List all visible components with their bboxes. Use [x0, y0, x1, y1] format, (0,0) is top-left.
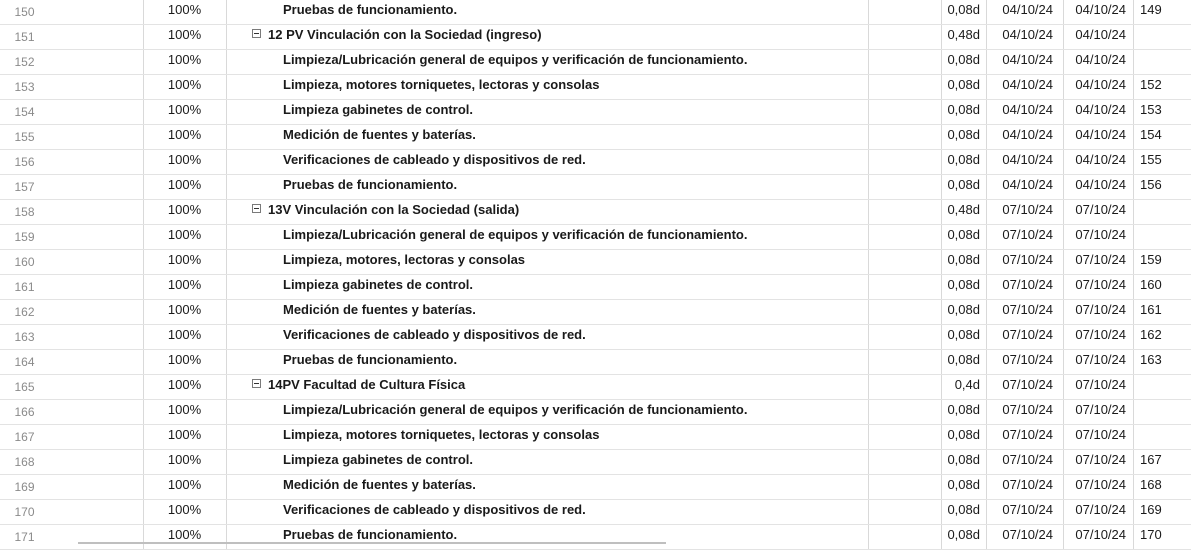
- empty-cell: [869, 350, 942, 374]
- collapse-icon[interactable]: [252, 204, 261, 213]
- end-date-cell[interactable]: 07/10/24: [1064, 425, 1134, 449]
- task-name: Pruebas de funcionamiento.: [283, 527, 458, 542]
- task-row[interactable]: [0, 0, 1191, 25]
- task-row[interactable]: [0, 225, 1191, 250]
- end-date-cell[interactable]: 04/10/24: [1064, 100, 1134, 124]
- percent-complete-cell[interactable]: 100%: [144, 75, 227, 99]
- start-date-cell[interactable]: 07/10/24: [987, 250, 1064, 274]
- task-name: Medición de fuentes y baterías.: [283, 127, 476, 142]
- row-id: 161: [14, 280, 35, 294]
- row-id: 166: [14, 405, 35, 419]
- empty-cell: [869, 325, 942, 349]
- end-date-cell[interactable]: 04/10/24: [1064, 25, 1134, 49]
- indicator-cell: [49, 525, 144, 549]
- duration-cell[interactable]: 0,08d: [942, 75, 987, 99]
- empty-cell: [869, 425, 942, 449]
- task-name: Verificaciones de cableado y dispositivos de red.: [283, 152, 586, 167]
- task-name-cell[interactable]: [227, 375, 869, 399]
- start-date-cell[interactable]: 07/10/24: [987, 275, 1064, 299]
- empty-cell: [869, 225, 942, 249]
- duration-cell[interactable]: 0,08d: [942, 225, 987, 249]
- percent-complete-cell[interactable]: 100%: [144, 525, 227, 549]
- task-row[interactable]: [0, 125, 1191, 150]
- task-name: Limpieza, motores torniquetes, lectoras y consolas: [283, 77, 600, 92]
- row-id: 164: [14, 355, 35, 369]
- task-name: Pruebas de funcionamiento.: [283, 2, 458, 17]
- start-date-cell[interactable]: 07/10/24: [987, 375, 1064, 399]
- task-name: Medición de fuentes y baterías.: [283, 302, 476, 317]
- predecessors-cell[interactable]: [1134, 400, 1191, 424]
- indicator-cell: [49, 250, 144, 274]
- end-date-cell[interactable]: 07/10/24: [1064, 450, 1134, 474]
- task-name-cell[interactable]: [227, 150, 869, 174]
- indicator-cell: [49, 325, 144, 349]
- indicator-cell: [49, 200, 144, 224]
- duration-cell[interactable]: 0,08d: [942, 425, 987, 449]
- task-name-cell[interactable]: [227, 300, 869, 324]
- duration-cell[interactable]: 0,4d: [942, 375, 987, 399]
- percent-complete-cell[interactable]: 100%: [144, 0, 227, 24]
- percent-complete-cell[interactable]: 100%: [144, 350, 227, 374]
- task-row[interactable]: [0, 50, 1191, 75]
- predecessors-cell[interactable]: 154: [1140, 127, 1162, 142]
- predecessors-cell[interactable]: [1134, 225, 1191, 249]
- task-row[interactable]: [0, 500, 1191, 525]
- percent-complete-cell[interactable]: 100%: [144, 250, 227, 274]
- task-name: Limpieza gabinetes de control.: [283, 452, 473, 467]
- end-date-cell[interactable]: 07/10/24: [1064, 500, 1134, 524]
- percent-complete-cell[interactable]: 100%: [144, 300, 227, 324]
- indicator-cell: [49, 300, 144, 324]
- task-name-cell[interactable]: [227, 350, 869, 374]
- row-id: 159: [14, 230, 35, 244]
- start-date-cell[interactable]: 07/10/24: [987, 200, 1064, 224]
- indicator-cell: [49, 50, 144, 74]
- duration-cell[interactable]: 0,08d: [942, 350, 987, 374]
- empty-cell: [869, 400, 942, 424]
- start-date-cell[interactable]: 04/10/24: [987, 100, 1064, 124]
- duration-cell[interactable]: 0,08d: [942, 100, 987, 124]
- empty-cell: [869, 175, 942, 199]
- empty-cell: [869, 25, 942, 49]
- end-date-cell[interactable]: 04/10/24: [1064, 50, 1134, 74]
- percent-complete-cell[interactable]: 100%: [144, 475, 227, 499]
- duration-cell[interactable]: 0,08d: [942, 0, 987, 24]
- percent-complete-cell[interactable]: 100%: [144, 150, 227, 174]
- duration-cell[interactable]: 0,48d: [942, 25, 987, 49]
- task-row[interactable]: [0, 175, 1191, 200]
- task-name-cell[interactable]: [227, 425, 869, 449]
- predecessors-cell[interactable]: [1134, 50, 1191, 74]
- task-name-cell[interactable]: [227, 475, 869, 499]
- row-id: 167: [14, 430, 35, 444]
- task-name: Pruebas de funcionamiento.: [283, 352, 458, 367]
- start-date-cell[interactable]: 07/10/24: [987, 225, 1064, 249]
- task-name: Verificaciones de cableado y dispositivos de red.: [283, 327, 586, 342]
- percent-complete-cell[interactable]: 100%: [144, 425, 227, 449]
- indicator-cell: [49, 500, 144, 524]
- end-date-cell[interactable]: 04/10/24: [1064, 175, 1134, 199]
- predecessors-cell[interactable]: 156: [1140, 177, 1162, 192]
- indicator-cell: [49, 350, 144, 374]
- start-date-cell[interactable]: 07/10/24: [987, 475, 1064, 499]
- duration-cell[interactable]: 0,08d: [942, 275, 987, 299]
- task-name: Limpieza gabinetes de control.: [283, 277, 473, 292]
- end-date-cell[interactable]: 04/10/24: [1064, 0, 1134, 24]
- empty-cell: [869, 50, 942, 74]
- task-name-cell[interactable]: [227, 125, 869, 149]
- predecessors-cell[interactable]: 170: [1140, 527, 1162, 542]
- percent-complete-cell[interactable]: 100%: [144, 225, 227, 249]
- task-name-cell[interactable]: [227, 0, 869, 24]
- row-id: 168: [14, 455, 35, 469]
- row-id: 151: [14, 30, 35, 44]
- end-date-cell[interactable]: 07/10/24: [1064, 325, 1134, 349]
- indicator-cell: [49, 375, 144, 399]
- row-id: 165: [14, 380, 35, 394]
- empty-cell: [869, 275, 942, 299]
- duration-cell[interactable]: 0,08d: [942, 500, 987, 524]
- task-row[interactable]: [0, 100, 1191, 125]
- end-date-cell[interactable]: 04/10/24: [1064, 150, 1134, 174]
- task-name-cell[interactable]: [227, 250, 869, 274]
- indicator-cell: [49, 150, 144, 174]
- start-date-cell[interactable]: 07/10/24: [987, 500, 1064, 524]
- task-name-cell[interactable]: [227, 225, 869, 249]
- empty-cell: [869, 200, 942, 224]
- empty-cell: [869, 125, 942, 149]
- row-id: 155: [14, 130, 35, 144]
- row-id: 169: [14, 480, 35, 494]
- task-name-cell[interactable]: [227, 525, 869, 549]
- task-name: 13V Vinculación con la Sociedad (salida): [268, 202, 520, 217]
- empty-cell: [869, 150, 942, 174]
- duration-cell[interactable]: 0,08d: [942, 150, 987, 174]
- duration-cell[interactable]: 0,08d: [942, 400, 987, 424]
- duration-cell[interactable]: 0,48d: [942, 200, 987, 224]
- empty-cell: [869, 75, 942, 99]
- end-date-cell[interactable]: 07/10/24: [1064, 475, 1134, 499]
- row-id: 163: [14, 330, 35, 344]
- percent-complete-cell[interactable]: 100%: [144, 50, 227, 74]
- predecessors-cell[interactable]: 169: [1140, 502, 1162, 517]
- indicator-cell: [49, 0, 144, 24]
- empty-cell: [869, 450, 942, 474]
- indicator-cell: [49, 450, 144, 474]
- start-date-cell[interactable]: 07/10/24: [987, 450, 1064, 474]
- end-date-cell[interactable]: 07/10/24: [1064, 525, 1134, 549]
- collapse-icon[interactable]: [252, 29, 261, 38]
- row-id: 154: [14, 105, 35, 119]
- task-name: Limpieza/Lubricación general de equipos y verificación de funcionamiento.: [283, 227, 748, 242]
- indicator-cell: [49, 25, 144, 49]
- task-name-cell[interactable]: [227, 50, 869, 74]
- end-date-cell[interactable]: 07/10/24: [1064, 300, 1134, 324]
- start-date-cell[interactable]: 07/10/24: [987, 425, 1064, 449]
- task-name-cell[interactable]: [227, 175, 869, 199]
- end-date-cell[interactable]: 07/10/24: [1064, 400, 1134, 424]
- end-date-cell[interactable]: 07/10/24: [1064, 375, 1134, 399]
- task-name: Pruebas de funcionamiento.: [283, 177, 458, 192]
- indicator-cell: [49, 75, 144, 99]
- percent-complete-cell[interactable]: 100%: [144, 325, 227, 349]
- predecessors-cell[interactable]: 163: [1140, 352, 1162, 367]
- percent-complete-cell[interactable]: 100%: [144, 400, 227, 424]
- end-date-cell[interactable]: 07/10/24: [1064, 275, 1134, 299]
- row-id: 162: [14, 305, 35, 319]
- indicator-cell: [49, 175, 144, 199]
- task-row[interactable]: [0, 350, 1191, 375]
- percent-complete-cell[interactable]: 100%: [144, 450, 227, 474]
- task-row[interactable]: [0, 275, 1191, 300]
- start-date-cell[interactable]: 07/10/24: [987, 525, 1064, 549]
- row-id: 153: [14, 80, 35, 94]
- start-date-cell[interactable]: 07/10/24: [987, 400, 1064, 424]
- percent-complete-cell[interactable]: 100%: [144, 175, 227, 199]
- task-name-cell[interactable]: [227, 25, 869, 49]
- task-name-cell[interactable]: [227, 275, 869, 299]
- start-date-cell[interactable]: 04/10/24: [987, 125, 1064, 149]
- row-id: 158: [14, 205, 35, 219]
- task-name-cell[interactable]: [227, 450, 869, 474]
- row-id: 156: [14, 155, 35, 169]
- duration-cell[interactable]: 0,08d: [942, 450, 987, 474]
- indicator-cell: [49, 275, 144, 299]
- task-row[interactable]: [0, 150, 1191, 175]
- task-name: 12 PV Vinculación con la Sociedad (ingreso): [268, 27, 542, 42]
- task-row[interactable]: [0, 475, 1191, 500]
- empty-cell: [869, 0, 942, 24]
- start-date-cell[interactable]: 07/10/24: [987, 300, 1064, 324]
- task-name-cell[interactable]: [227, 500, 869, 524]
- start-date-cell[interactable]: 04/10/24: [987, 50, 1064, 74]
- task-row[interactable]: [0, 325, 1191, 350]
- predecessors-cell[interactable]: 155: [1140, 152, 1162, 167]
- task-row[interactable]: [0, 300, 1191, 325]
- task-row[interactable]: [0, 425, 1191, 450]
- row-id: 152: [14, 55, 35, 69]
- end-date-cell[interactable]: 04/10/24: [1064, 125, 1134, 149]
- task-row[interactable]: [0, 400, 1191, 425]
- task-name: Limpieza/Lubricación general de equipos y verificación de funcionamiento.: [283, 402, 748, 417]
- task-row[interactable]: [0, 75, 1191, 100]
- task-row[interactable]: [0, 525, 1191, 550]
- collapse-icon[interactable]: [252, 379, 261, 388]
- end-date-cell[interactable]: 07/10/24: [1064, 350, 1134, 374]
- summary-task-row[interactable]: [0, 25, 1191, 50]
- indicator-cell: [49, 475, 144, 499]
- percent-complete-cell[interactable]: 100%: [144, 275, 227, 299]
- predecessors-cell[interactable]: 153: [1140, 102, 1162, 117]
- percent-complete-cell[interactable]: 100%: [144, 100, 227, 124]
- predecessors-cell[interactable]: 162: [1140, 327, 1162, 342]
- duration-cell[interactable]: 0,08d: [942, 300, 987, 324]
- indicator-cell: [49, 125, 144, 149]
- row-id: 170: [14, 505, 35, 519]
- empty-cell: [869, 100, 942, 124]
- task-name: Limpieza, motores torniquetes, lectoras y consolas: [283, 427, 600, 442]
- predecessors-cell[interactable]: [1134, 200, 1191, 224]
- row-id: 160: [14, 255, 35, 269]
- task-name-cell[interactable]: [227, 200, 869, 224]
- start-date-cell[interactable]: 04/10/24: [987, 175, 1064, 199]
- predecessors-cell[interactable]: 168: [1140, 477, 1162, 492]
- task-name-cell[interactable]: [227, 100, 869, 124]
- percent-complete-cell[interactable]: 100%: [144, 500, 227, 524]
- predecessors-cell[interactable]: 152: [1140, 77, 1162, 92]
- start-date-cell[interactable]: 04/10/24: [987, 150, 1064, 174]
- empty-cell: [869, 375, 942, 399]
- predecessors-cell[interactable]: 161: [1140, 302, 1162, 317]
- predecessors-cell[interactable]: [1134, 25, 1191, 49]
- duration-cell[interactable]: 0,08d: [942, 125, 987, 149]
- end-date-cell[interactable]: 07/10/24: [1064, 225, 1134, 249]
- task-row[interactable]: [0, 450, 1191, 475]
- duration-cell[interactable]: 0,08d: [942, 50, 987, 74]
- row-id: 157: [14, 180, 35, 194]
- start-date-cell[interactable]: 04/10/24: [987, 0, 1064, 24]
- predecessors-cell[interactable]: 149: [1140, 2, 1162, 17]
- predecessors-cell[interactable]: 167: [1140, 452, 1162, 467]
- predecessors-cell[interactable]: [1134, 375, 1191, 399]
- duration-cell[interactable]: 0,08d: [942, 475, 987, 499]
- start-date-cell[interactable]: 04/10/24: [987, 25, 1064, 49]
- duration-cell[interactable]: 0,08d: [942, 250, 987, 274]
- end-date-cell[interactable]: 07/10/24: [1064, 250, 1134, 274]
- start-date-cell[interactable]: 07/10/24: [987, 350, 1064, 374]
- duration-cell[interactable]: 0,08d: [942, 325, 987, 349]
- percent-complete-cell[interactable]: 100%: [144, 25, 227, 49]
- empty-cell: [869, 250, 942, 274]
- task-name-cell[interactable]: [227, 75, 869, 99]
- task-row[interactable]: [0, 250, 1191, 275]
- predecessors-cell[interactable]: 159: [1140, 252, 1162, 267]
- task-name: Verificaciones de cableado y dispositivos de red.: [283, 502, 586, 517]
- start-date-cell[interactable]: 07/10/24: [987, 325, 1064, 349]
- duration-cell[interactable]: 0,08d: [942, 525, 987, 549]
- percent-complete-cell[interactable]: 100%: [144, 375, 227, 399]
- percent-complete-cell[interactable]: 100%: [144, 200, 227, 224]
- predecessors-cell[interactable]: [1134, 425, 1191, 449]
- task-name: Limpieza, motores, lectoras y consolas: [283, 252, 526, 267]
- end-date-cell[interactable]: 07/10/24: [1064, 200, 1134, 224]
- indicator-cell: [49, 225, 144, 249]
- summary-task-row[interactable]: [0, 375, 1191, 400]
- row-id: 150: [14, 5, 35, 19]
- duration-cell[interactable]: 0,08d: [942, 175, 987, 199]
- summary-task-row[interactable]: [0, 200, 1191, 225]
- empty-cell: [869, 300, 942, 324]
- task-name-cell[interactable]: [227, 400, 869, 424]
- row-id: 171: [14, 530, 35, 544]
- empty-cell: [869, 500, 942, 524]
- empty-cell: [869, 475, 942, 499]
- horizontal-scrollbar[interactable]: [78, 542, 666, 544]
- percent-complete-cell[interactable]: 100%: [144, 125, 227, 149]
- indicator-cell: [49, 425, 144, 449]
- end-date-cell[interactable]: 04/10/24: [1064, 75, 1134, 99]
- indicator-cell: [49, 400, 144, 424]
- task-name: Limpieza/Lubricación general de equipos y verificación de funcionamiento.: [283, 52, 748, 67]
- task-name: 14PV Facultad de Cultura Física: [268, 377, 466, 392]
- empty-cell: [869, 525, 942, 549]
- predecessors-cell[interactable]: 160: [1140, 277, 1162, 292]
- task-name-cell[interactable]: [227, 325, 869, 349]
- task-name: Limpieza gabinetes de control.: [283, 102, 473, 117]
- start-date-cell[interactable]: 04/10/24: [987, 75, 1064, 99]
- indicator-cell: [49, 100, 144, 124]
- task-name: Medición de fuentes y baterías.: [283, 477, 476, 492]
